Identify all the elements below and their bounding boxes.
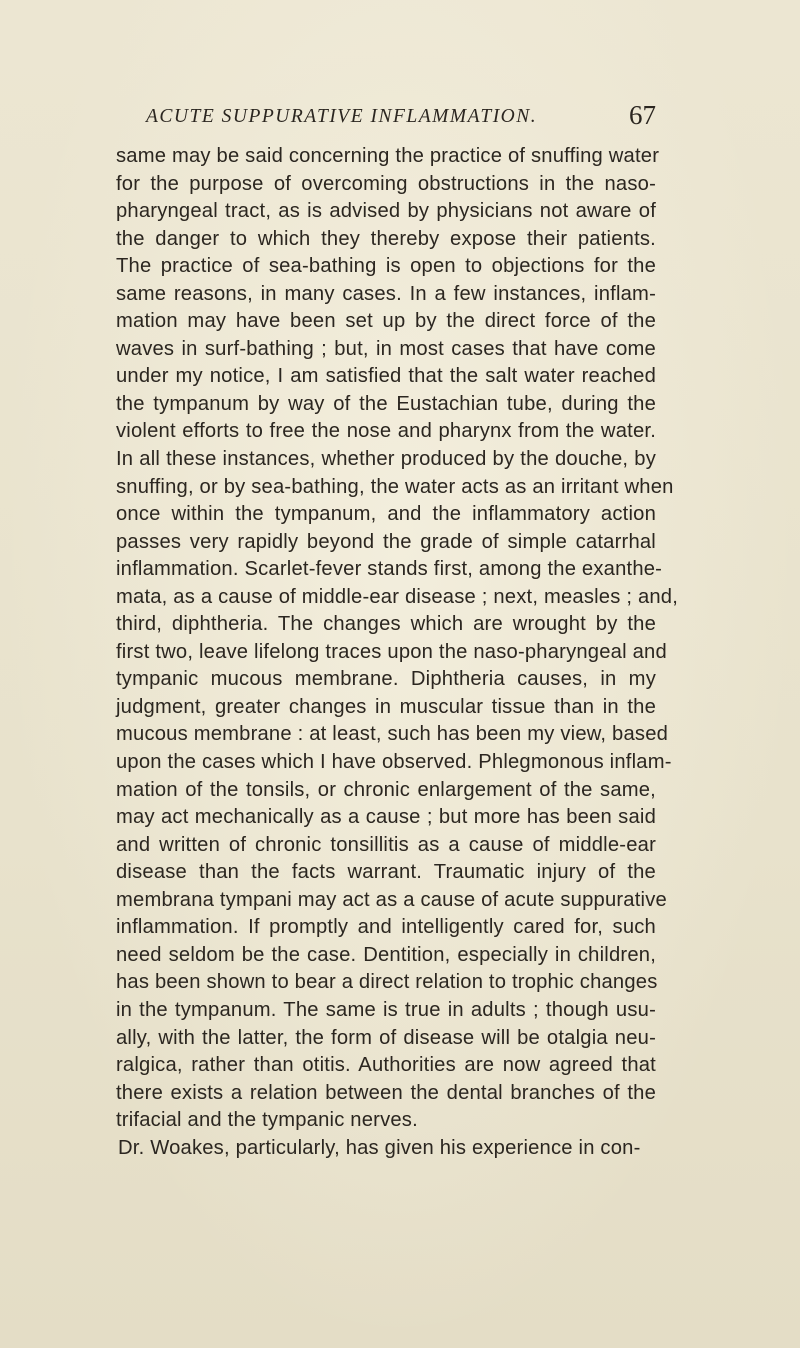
- text-line: disease than the facts warrant. Traumatic injury of the: [116, 861, 656, 884]
- text-line: and written of chronic tonsillitis as a cause of middle-ear: [116, 833, 656, 856]
- text-line: inflammation. If promptly and intelligently cared for, such: [116, 916, 656, 939]
- page-number: 67: [629, 100, 656, 130]
- text-line: first two, leave lifelong traces upon the naso-pharyngeal and: [116, 640, 667, 663]
- text-line: pharyngeal tract, as is advised by physicians not aware of: [116, 200, 656, 223]
- running-head: [146, 100, 656, 134]
- text-line: under my notice, I am satisfied that the salt water reached: [116, 365, 656, 388]
- text-line: In all these instances, whether produced by the douche, by: [116, 448, 656, 471]
- text-line: snuffing, or by sea-bathing, the water acts as an irritant when: [116, 475, 674, 498]
- text-line: passes very rapidly beyond the grade of simple catarrhal: [116, 530, 656, 553]
- text-line: waves in surf-bathing ; but, in most cases that have come: [116, 337, 656, 360]
- text-line: upon the cases which I have observed. Phlegmonous inflam-: [116, 751, 672, 774]
- text-line: trifacial and the tympanic nerves.: [116, 1109, 418, 1132]
- text-line: may act mechanically as a cause ; but more has been said: [116, 806, 656, 829]
- text-line: there exists a relation between the dental branches of the: [116, 1081, 656, 1104]
- text-line: The practice of sea-bathing is open to objections for the: [116, 255, 656, 278]
- text-line: Dr. Woakes, particularly, has given his experience in con-: [118, 1136, 641, 1159]
- text-line: inflammation. Scarlet-fever stands first, among the exanthe-: [116, 558, 663, 581]
- text-line: membrana tympani may act as a cause of acute suppurative: [116, 888, 667, 911]
- text-line: third, diphtheria. The changes which are wrought by the: [116, 613, 656, 636]
- running-title: ACUTE SUPPURATIVE INFLAMMATION.: [146, 106, 538, 127]
- body-text: [116, 143, 679, 1162]
- text-line: mation may have been set up by the direct force of the: [116, 310, 656, 333]
- text-line: mucous membrane : at least, such has been my view, based: [116, 723, 669, 746]
- text-line: for the purpose of overcoming obstructions in the naso-: [116, 172, 656, 195]
- text-line: mation of the tonsils, or chronic enlargement of the same,: [116, 778, 656, 801]
- text-line: violent efforts to free the nose and pharynx from the water.: [116, 420, 656, 443]
- text-line: tympanic mucous membrane. Diphtheria causes, in my: [116, 668, 656, 691]
- text-line: same may be said concerning the practice of snuffing water: [116, 145, 660, 167]
- text-line: once within the tympanum, and the inflammatory action: [116, 503, 656, 526]
- text-line: the tympanum by way of the Eustachian tube, during the: [116, 392, 656, 415]
- text-line: the danger to which they thereby expose their patients.: [116, 227, 656, 250]
- text-line: in the tympanum. The same is true in adults ; though usu-: [116, 998, 656, 1021]
- text-line: ralgica, rather than otitis. Authorities are now agreed that: [116, 1054, 656, 1077]
- text-line: need seldom be the case. Dentition, especially in children,: [116, 943, 656, 966]
- text-line: mata, as a cause of middle-ear disease ; next, measles ; and,: [116, 585, 679, 608]
- text-line: judgment, greater changes in muscular tissue than in the: [116, 695, 656, 718]
- text-line: has been shown to bear a direct relation to trophic changes: [116, 971, 658, 994]
- text-line: ally, with the latter, the form of disease will be otalgia neu-: [116, 1026, 656, 1049]
- text-line: same reasons, in many cases. In a few instances, inflam-: [116, 282, 656, 305]
